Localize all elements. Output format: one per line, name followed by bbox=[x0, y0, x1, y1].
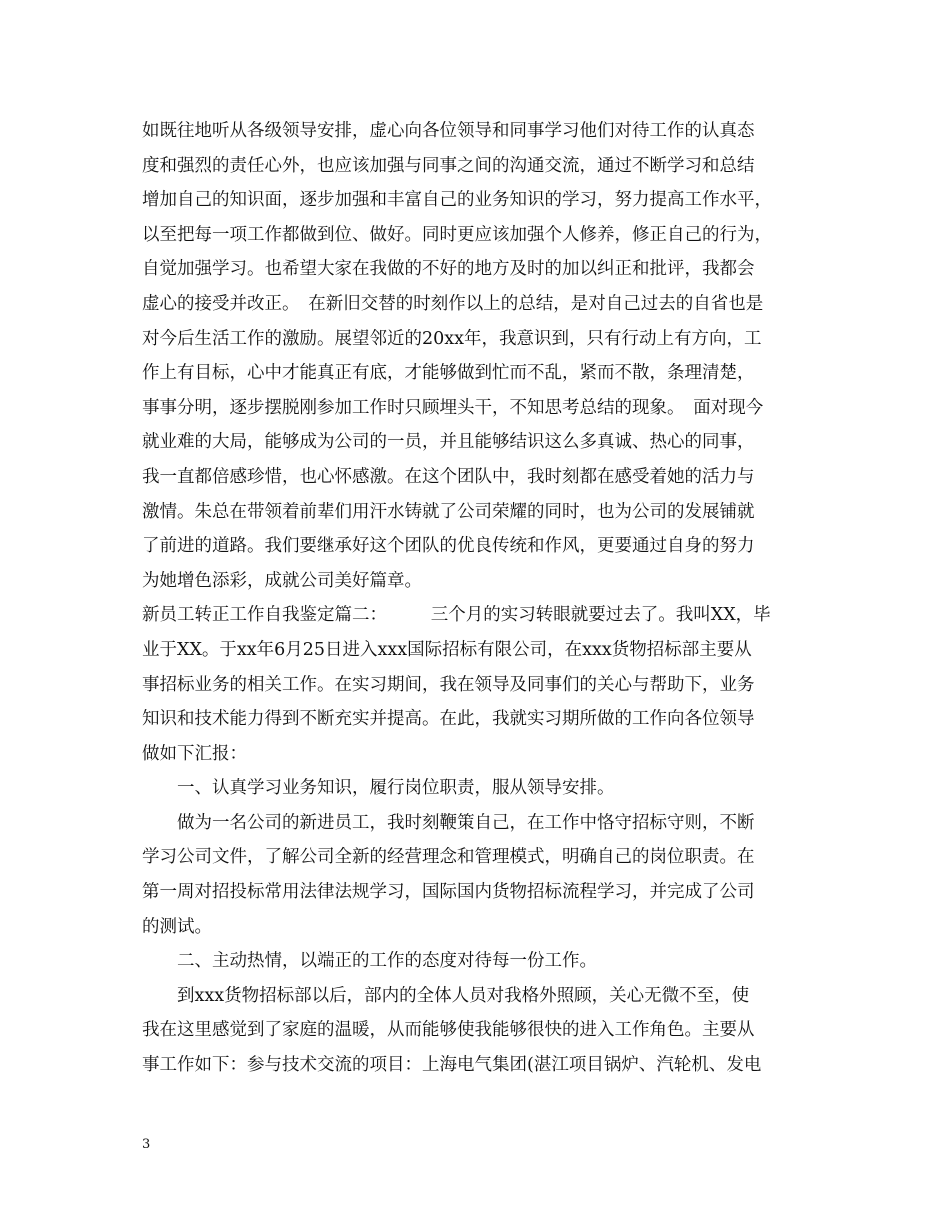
page-number: 3 bbox=[142, 1137, 151, 1152]
text-line: 事招标业务的相关工作。在实习期间，我在领导及同事们的关心与帮助下，业务 bbox=[142, 674, 755, 695]
text-line: 虚心的接受并改正。 在新旧交替的时刻作以上的总结，是对自己过去的自省也是 bbox=[142, 293, 764, 314]
text-line: 增加自己的知识面，逐步加强和丰富自己的业务知识的学习，努力提高工作水平， bbox=[142, 190, 772, 211]
section-heading-line: 新员工转正工作自我鉴定篇二： 三个月的实习转眼就要过去了。我叫XX，毕 bbox=[142, 605, 771, 626]
text-line: 做如下汇报： bbox=[142, 743, 247, 764]
subheading-line: 一、认真学习业务知识，履行岗位职责，服从领导安排。 bbox=[177, 778, 615, 799]
text-line: 为她增色添彩，成就公司美好篇章。 bbox=[142, 570, 422, 591]
text-line: 到xxx货物招标部以后，部内的全体人员对我格外照顾，关心无微不至，使 bbox=[177, 985, 750, 1006]
text-line: 作上有目标，心中才能真正有底，才能够做到忙而不乱，紧而不散，条理清楚， bbox=[142, 363, 755, 384]
text-line: 激情。朱总在带领着前辈们用汗水铸就了公司荣耀的同时，也为公司的发展铺就 bbox=[142, 501, 755, 522]
text-line: 我在这里感觉到了家庭的温暖，从而能够使我能够很快的进入工作角色。主要从 bbox=[142, 1020, 755, 1041]
text-line: 以至把每一项工作都做到位、做好。同时更应该加强个人修养，修正自己的行为， bbox=[142, 224, 772, 245]
text-line: 业于XX。于xx年6月25日进入xxx国际招标有限公司，在xxx货物招标部主要从 bbox=[142, 639, 752, 660]
body-text bbox=[142, 114, 812, 1083]
text-line: 学习公司文件，了解公司全新的经营理念和管理模式，明确自己的岗位职责。在 bbox=[142, 847, 755, 868]
text-line: 度和强烈的责任心外，也应该加强与同事之间的沟通交流，通过不断学习和总结 bbox=[142, 155, 755, 176]
text-line: 知识和技术能力得到不断充实并提高。在此，我就实习期所做的工作向各位领导 bbox=[142, 709, 755, 730]
text-line: 第一周对招投标常用法律法规学习，国际国内货物招标流程学习，并完成了公司 bbox=[142, 882, 755, 903]
text-line: 的测试。 bbox=[142, 916, 212, 937]
text-line: 对今后生活工作的激励。展望邻近的20xx年，我意识到，只有行动上有方向，工 bbox=[142, 328, 762, 349]
text-line: 就业难的大局，能够成为公司的一员，并且能够结识这么多真诚、热心的同事， bbox=[142, 432, 755, 453]
text-line: 事事分明，逐步摆脱刚参加工作时只顾埋头干，不知思考总结的现象。 面对现今 bbox=[142, 397, 764, 418]
text-line: 如既往地听从各级领导安排，虚心向各位领导和同事学习他们对待工作的认真态 bbox=[142, 121, 755, 141]
subheading-line: 二、主动热情，以端正的工作的态度对待每一份工作。 bbox=[177, 951, 597, 972]
text-line: 了前进的道路。我们要继承好这个团队的优良传统和作风，更要通过自身的努力 bbox=[142, 536, 755, 557]
text-line: 事工作如下：参与技术交流的项目：上海电气集团(湛江项目锅炉、汽轮机、发电 bbox=[142, 1055, 762, 1076]
text-line: 我一直都倍感珍惜，也心怀感激。在这个团队中，我时刻都在感受着她的活力与 bbox=[142, 466, 755, 487]
text-line: 做为一名公司的新进员工，我时刻鞭策自己，在工作中恪守招标守则，不断 bbox=[177, 812, 755, 833]
text-line: 自觉加强学习。也希望大家在我做的不好的地方及时的加以纠正和批评，我都会 bbox=[142, 259, 755, 280]
